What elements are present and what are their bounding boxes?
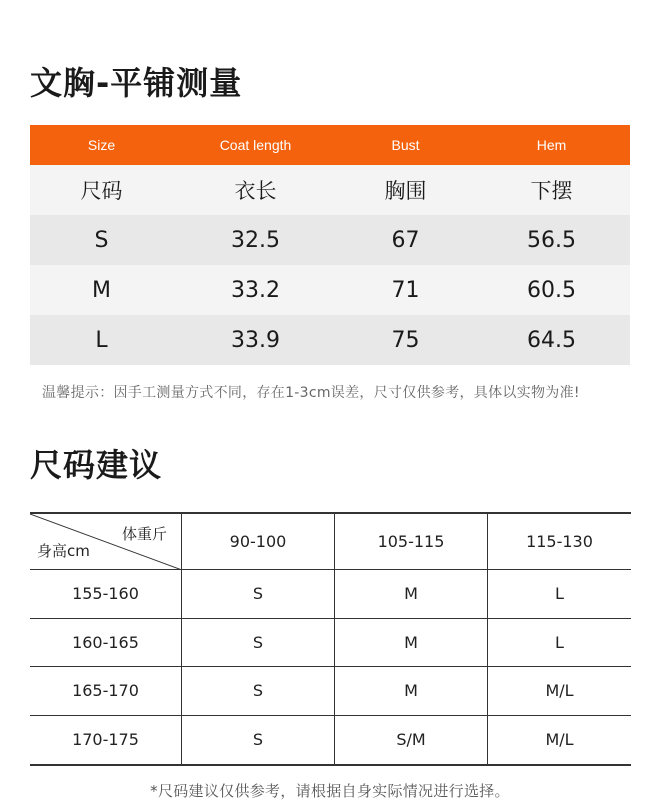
size-cell: M: [335, 570, 488, 618]
size-cell: S: [94, 227, 109, 253]
hem-cell: 56.5: [527, 227, 576, 253]
measurement-header-row: [30, 125, 630, 165]
hem-cell: 60.5: [527, 277, 576, 303]
table-row: [30, 265, 630, 315]
size-advice-tip: *尺码建议仅供参考，请根据自身实际情况进行选择。: [150, 782, 510, 800]
header-hem: Hem: [536, 137, 567, 153]
hem-cell: 64.5: [527, 327, 576, 353]
size-cell: S/M: [335, 716, 488, 765]
size-cell: M: [335, 619, 488, 667]
size-cell: L: [95, 327, 108, 353]
cn-header-hem: 下摆: [530, 179, 573, 203]
measurement-title: 文胸-平铺测量: [30, 64, 243, 102]
height-cell: 160-165: [30, 619, 182, 667]
table-row: [30, 716, 631, 765]
size-cell: L: [555, 584, 564, 604]
weight-header: 90-100: [182, 514, 335, 569]
size-cell: S: [182, 570, 335, 618]
size-cell: S: [182, 667, 335, 715]
length-cell: 33.2: [231, 277, 280, 303]
size-cell: S: [182, 716, 335, 765]
table-row: [30, 215, 630, 265]
measurement-table: [30, 125, 630, 365]
table-row: [30, 570, 631, 619]
height-axis-label: 身高cm: [37, 542, 90, 560]
bust-cell: 67: [391, 227, 420, 253]
corner-cell: [30, 514, 182, 569]
weight-header: 105-115: [335, 514, 488, 569]
height-cell: 170-175: [30, 716, 182, 765]
weight-axis-label: 体重斤: [121, 525, 167, 543]
cn-header-bust: 胸围: [384, 179, 427, 203]
table-row: [30, 619, 631, 668]
height-cell: 165-170: [30, 667, 182, 715]
size-cell: M/L: [545, 730, 574, 750]
size-cell: L: [555, 632, 564, 652]
size-advice-title: 尺码建议: [30, 446, 163, 484]
advice-header-row: [30, 514, 631, 570]
size-cell: S: [182, 619, 335, 667]
measurement-tip: 温馨提示：因手工测量方式不同，存在1-3cm误差，尺寸仅供参考，具体以实物为准!: [42, 385, 580, 401]
bust-cell: 75: [391, 327, 420, 353]
size-cell: M/L: [545, 681, 574, 701]
size-cell: M: [335, 667, 488, 715]
height-cell: 155-160: [30, 570, 182, 618]
measurement-cn-header-row: [30, 165, 630, 215]
table-row: [30, 315, 630, 365]
weight-header: 115-130: [526, 532, 593, 551]
header-size: Size: [87, 137, 116, 153]
cn-header-length: 衣长: [234, 179, 277, 203]
length-cell: 32.5: [231, 227, 280, 253]
length-cell: 33.9: [231, 327, 280, 353]
header-coat-length: Coat length: [219, 137, 292, 153]
size-cell: M: [92, 277, 111, 303]
table-row: [30, 667, 631, 716]
bust-cell: 71: [391, 277, 420, 303]
size-advice-table: [30, 512, 631, 766]
cn-header-size: 尺码: [80, 179, 123, 203]
header-bust: Bust: [391, 137, 420, 153]
